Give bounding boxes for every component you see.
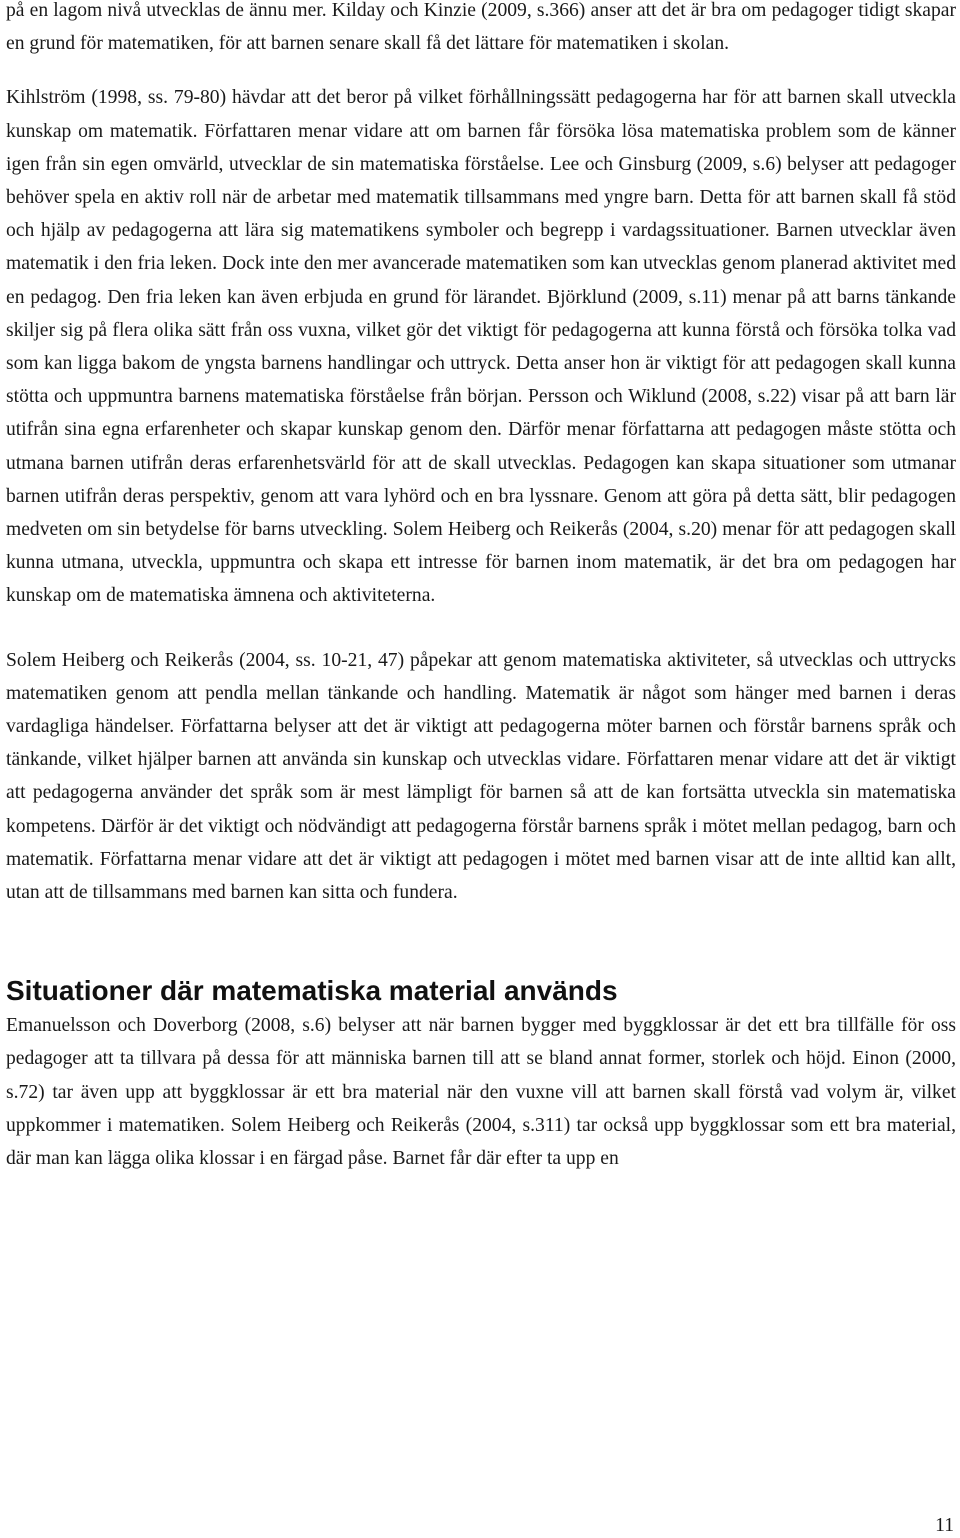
section-heading: Situationer där matematiska material används — [6, 975, 618, 1007]
document-page — [6, 0, 956, 1175]
paragraph-kihlstrom: Kihlström (1998, ss. 79-80) hävdar att det beror på vilket förhållningssätt pedagogerna har för att barnen skall utveckla kunskap om matematik. Författaren menar vidare att om barnen får försöka lösa matematiska problem som de känner igen från sin egen omvärld, utvecklar de sin matematiska förståelse. Lee och Ginsburg (2009, s.6) belyser att pedagoger behöver spela en aktiv roll när de arbetar med matematik tillsammans med yngre barn. Detta för att barnen skall få stöd och hjälp av pedagogerna att lära sig matematikens symboler och begrepp i vardagssituationer. Barnen utvecklar även matematik i den fria leken. Dock inte den mer avancerade matematiken som kan utvecklas genom planerad aktivitet med en pedagog. Den fria leken kan även erbjuda en grund för lärandet. Björklund (2009, s.11) menar på att barns tänkande skiljer sig på flera olika sätt från oss vuxna, vilket gör det viktigt för pedagogerna att kunna förstå och försöka tolka vad som kan ligga bakom de yngsta barnens handlingar och uttryck. Detta anser hon är viktigt för att pedagogen skall kunna stötta och uppmuntra barnens matematiska förståelse från början. Persson och Wiklund (2008, s.22) visar på att barn lär utifrån sina egna erfarenheter och skapar kunskap genom den. Därför menar författarna att pedagogen måste stötta och utmana barnen utifrån deras erfarenhetsvärld för att de skall utvecklas. Pedagogen kan skapa situationer som utmanar barnen utifrån deras perspektiv, genom att vara lyhörd och en bra lyssnare. Genom att göra på detta sätt, blir pedagogen medveten om sin betydelse för barns utveckling. Solem Heiberg och Reikerås (2004, s.20) menar för att pedagogen skall kunna utmana, utveckla, uppmuntra och skapa ett intresse för barnen inom matematik, är det bra om pedagogen har kunskap om de matematiska ämnena och aktiviteterna. — [6, 87, 956, 607]
paragraph-section-intro: Emanuelsson och Doverborg (2008, s.6) belyser att när barnen bygger med byggklossar är det ett bra tillfälle för oss pedagoger att ta tillvara på dessa för att människa barnen till att se bland annat former, storlek och höjd. Einon (2000, s.72) tar även upp att byggklossar är ett bra material när den vuxne vill att barnen skall förstå vad volym är, vilket uppkommer i matematiken. Solem Heiberg och Reikerås (2004, s.311) tar också upp byggklossar som ett bra material, där man kan lägga olika klossar i en färgad påse. Barnet får där efter ta upp en — [6, 1015, 956, 1170]
paragraph-continuation: på en lagom nivå utvecklas de ännu mer. Kilday och Kinzie (2009, s.366) anser att det är bra om pedagoger tidigt skapar en grund för matematiken, för att barnen senare skall få det lättare för matematiken i skolan. — [6, 0, 956, 55]
paragraph-solem-heiberg: Solem Heiberg och Reikerås (2004, ss. 10-21, 47) påpekar att genom matematiska aktiviteter, så utvecklas och uttrycks matematiken genom att pendla mellan tänkande och handling. Matematik är något som hänger med barnen i deras vardagliga händelser. Författarna belyser att det är viktigt att pedagogerna möter barnen och förstår barnens språk och tänkande, vilket hjälper barnen att använda sin kunskap och utvecklas vidare. Författaren menar vidare att det är viktigt att pedagogerna använder det språk som är mest lämpligt för barnen så att de kan fortsätta utveckla sin matematiska kompetens. Därför är det viktigt och nödvändigt att pedagogerna förstår barnens språk i mötet mellan pedagog, barn och matematik. Författarna menar vidare att det är viktigt att pedagogen i mötet med barnen visar att de inte alltid kan allt, utan att de tillsammans med barnen kan sitta och fundera. — [6, 649, 956, 904]
page-number: 11 — [935, 1515, 954, 1536]
